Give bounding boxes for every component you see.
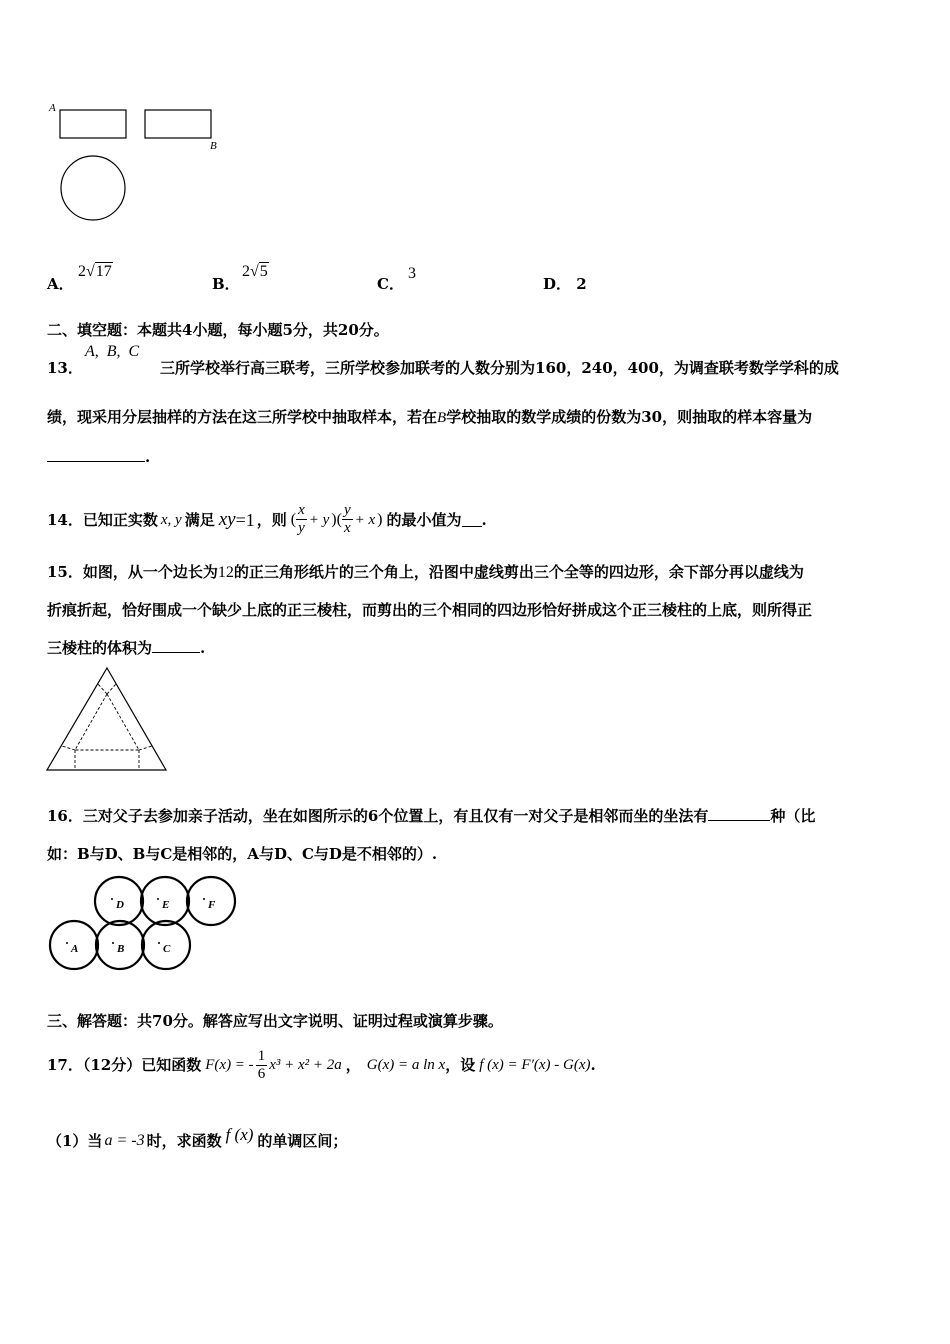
q15-answer-blank[interactable] [152,638,200,653]
q17-statement: 17．（12分）已知函数 F(x) = - $\frac{1}{6}$ x³ + x² + 2a ， G(x) = a ln x ，设 f (x) = F′(x) - G(x) . [47,1047,596,1082]
q16-line2: 如：B与D、B与C是相邻的，A与D、C与D是不相邻的）. [47,845,438,863]
option-c-label: C． [377,275,404,293]
option-a-label: A． [47,275,74,293]
option-a[interactable] [47,273,74,295]
q13-number: 13． [47,359,83,377]
option-b[interactable] [212,273,240,295]
q16-line1: 16．三对父子去参加亲子活动，坐在如图所示的6个位置上，有且仅有一对父子是相邻而坐的坐法有 种（比 [47,807,816,825]
seat-label-f: F [208,899,216,911]
q15-line3: 三棱柱的体积为 . [47,639,206,657]
triangle-outline [47,668,166,770]
q17-part1: （1）当 a = -3 时，求函数 f (x) 的单调区间； [47,1125,348,1150]
triangle-dashed-cuts [62,684,152,770]
section2-heading: 二、填空题：本题共4小题，每小题5分，共20分。 [47,321,389,339]
seat-label-c: C [163,943,171,955]
seat-label-a: A [71,943,79,955]
q13-line2: 绩，现采用分层抽样的方法在这三所学校中抽取样本，若在B学校抽取的数学成绩的份数为30，则抽取的样本容量为 [47,408,813,426]
figure-seats [46,874,238,976]
option-c-value: 3 [408,265,416,282]
q15-line2: 折痕折起，恰好围成一个缺少上底的正三棱柱，而剪出的三个相同的四边形恰好拼成这个正三棱柱的上底，则所得正 [47,601,813,619]
q14: 14．已知正实数 x, y 满足 xy =1 ，则 ( $\frac{x}{y}$ + y )( $\frac{y}{x}$ + x ) 的最小值为 . [47,502,487,536]
q14-answer-blank[interactable] [462,512,482,527]
seat-label-d: D [116,899,124,911]
q13-schools: A, B, C [85,343,140,360]
option-d[interactable] [543,273,587,295]
option-d-label: D． [543,275,572,293]
figure-triangle [44,666,172,776]
seat-label-b: B [117,943,125,955]
q13-answer-blank[interactable]: . [47,446,150,468]
q16-answer-blank[interactable] [708,806,770,821]
rectangle-right [145,110,211,138]
option-c[interactable] [377,273,404,295]
option-b-label: B． [212,275,240,293]
section3-heading: 三、解答题：共70分。解答应写出文字说明、证明过程或演算步骤。 [47,1012,503,1030]
seat-label-e: E [162,899,170,911]
q13-line1: 三所学校举行高三联考，三所学校参加联考的人数分别为160，240，400，为调查联考数学学科的成 [160,359,839,377]
option-a-value: 2√17 [78,263,112,280]
figure-label-b: B [210,140,217,152]
rectangle-left [60,110,126,138]
option-d-value: 2 [576,275,587,293]
circle [61,156,125,220]
option-b-value: 2√5 [242,263,268,280]
q15-line1: 15．如图，从一个边长为12的正三角形纸片的三个角上，沿图中虚线剪出三个全等的四边形，余下部分再以虚线为 [47,563,804,581]
figure-rectangles-circle [45,98,235,228]
figure-label-a: A [49,102,56,114]
